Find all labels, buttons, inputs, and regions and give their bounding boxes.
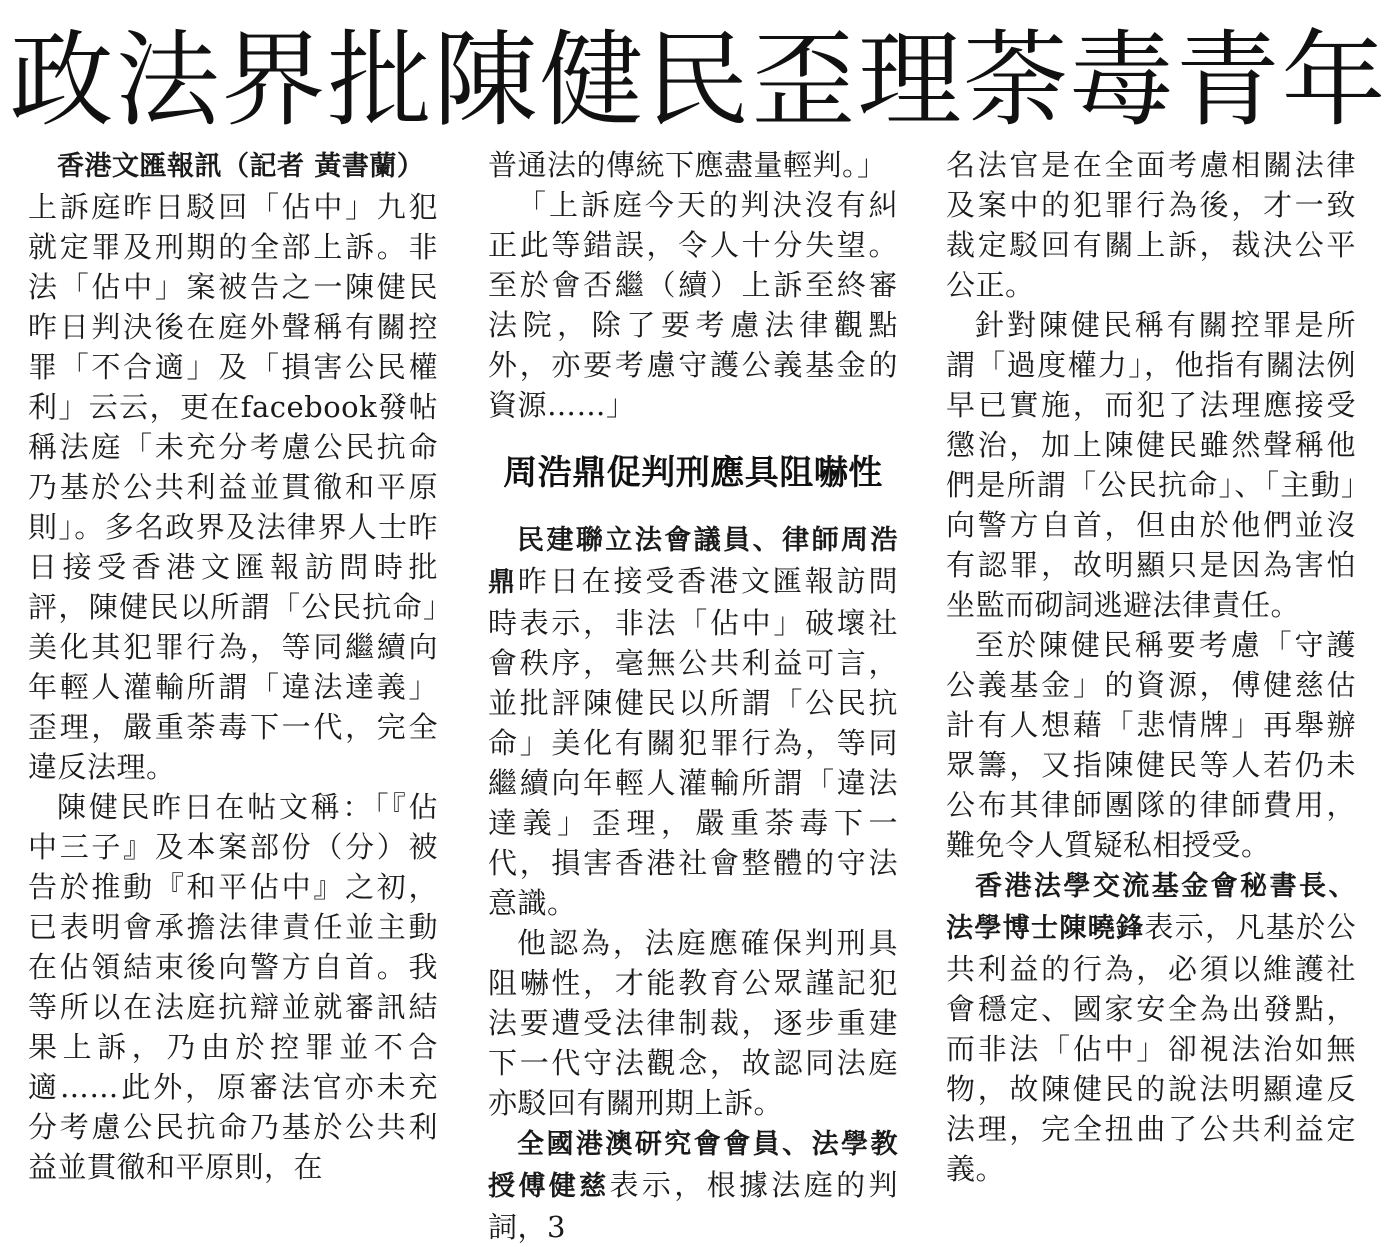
headline: 政法界批陳健民歪理荼毒青年 (9, 19, 1388, 141)
quote-paragraph-2: 「上訴庭今天的判決沒有糾正此等錯誤，令人十分失望。至於會否繼（續）上訴至終審法院，除了要考慮法律觀點外，亦要考慮守護公義基金的資源……」 (488, 188, 898, 422)
continued-paragraph: 名法官是在全面考慮相關法律及案中的犯罪行為後，才一致裁定駁回有關上訴，裁決公平公正。 (946, 148, 1356, 302)
paragraph-text: 昨日在接受香港文匯報訪問時表示，非法「佔中」破壞社會秩序，毫無公共利益可言，並批評陳健民以所謂「公民抗命」美化有關犯罪行為，等同繼續向年輕人灌輸所謂「違法達義」歪理，嚴重荼毒下一代，損害香港社會整體的守法意識。 (488, 564, 898, 920)
speaker-name: 香港法學交流基金會秘書長、法學博士陳曉鋒 (946, 871, 1356, 944)
column-2 (488, 145, 898, 1247)
paragraph-text: 表示，根據法庭的判詞，3 (488, 1168, 898, 1244)
speaker-name: 民建聯立法會議員、律師周浩鼎 (488, 525, 898, 598)
continued-paragraph: 普通法的傳統下應盡量輕判。」 (488, 148, 887, 182)
paragraph-text: 表示，凡基於公共利益的行為，必須以維護社會穩定、國家安全為出發點，而非法「佔中」卻視法治如無物，故陳健民的說法明顯違反法理，完全扭曲了公共利益定義。 (946, 910, 1356, 1186)
quote-paragraph: 陳健民昨日在帖文稱：「『佔中三子』及本案部份（分）被告於推動『和平佔中』之初，已表明會承擔法律責任並主動在佔領結束後向警方自首。我等所以在法庭抗辯並就審訊結果上訴，乃由於控罪並不合適……此外，原審法官亦未充分考慮公民抗命乃基於公共利益並貫徹和平原則，在 (28, 790, 438, 1184)
speaker-name: 全國港澳研究會會員、法學教授傅健慈 (488, 1129, 898, 1202)
byline: 香港文匯報訊（記者 黃書蘭） (57, 151, 425, 182)
chow-paragraph (488, 519, 898, 923)
column-3 (946, 145, 1356, 1189)
excessive-power-paragraph: 針對陳健民稱有關控罪是所謂「過度權力」，他指有關法例早已實施，而犯了法理應接受懲治，加上陳健民雖然聲稱他們是所謂「公民抗命」、「主動」向警方自首，但由於他們並沒有認罪，故明顯只是因為害怕坐監而砌詞逃避法律責任。 (946, 308, 1356, 622)
column-1 (28, 145, 438, 1187)
byline-paragraph (28, 145, 438, 187)
fund-paragraph: 至於陳健民稱要考慮「守護公義基金」的資源，傅健慈估計有人想藉「悲情牌」再舉辦眾籌，又指陳健民等人若仍未公布其律師團隊的律師費用，難免令人質疑私相授受。 (946, 628, 1356, 862)
chan-paragraph (946, 865, 1356, 1189)
fu-paragraph (488, 1123, 898, 1247)
subheading: 周浩鼎促判刑應具阻嚇性 (503, 453, 883, 493)
deterrent-paragraph: 他認為，法庭應確保判刑具阻嚇性，才能教育公眾謹記犯法要遭受法律制裁，逐步重建下一代守法觀念，故認同法庭亦駁回有關刑期上訴。 (488, 926, 898, 1120)
lead-paragraph: 上訴庭昨日駁回「佔中」九犯就定罪及刑期的全部上訴。非法「佔中」案被告之一陳健民昨日判決後在庭外聲稱有關控罪「不合適」及「損害公民權利」云云，更在facebook發帖稱法庭「未充分考慮公民抗命乃基於公共利益並貫徹和平原則」。多名政界及法律界人士昨日接受香港文匯報訪問時批評，陳健民以所謂「公民抗命」美化其犯罪行為，等同繼續向年輕人灌輸所謂「違法達義」歪理，嚴重荼毒下一代，完全違反法理。 (28, 190, 438, 784)
